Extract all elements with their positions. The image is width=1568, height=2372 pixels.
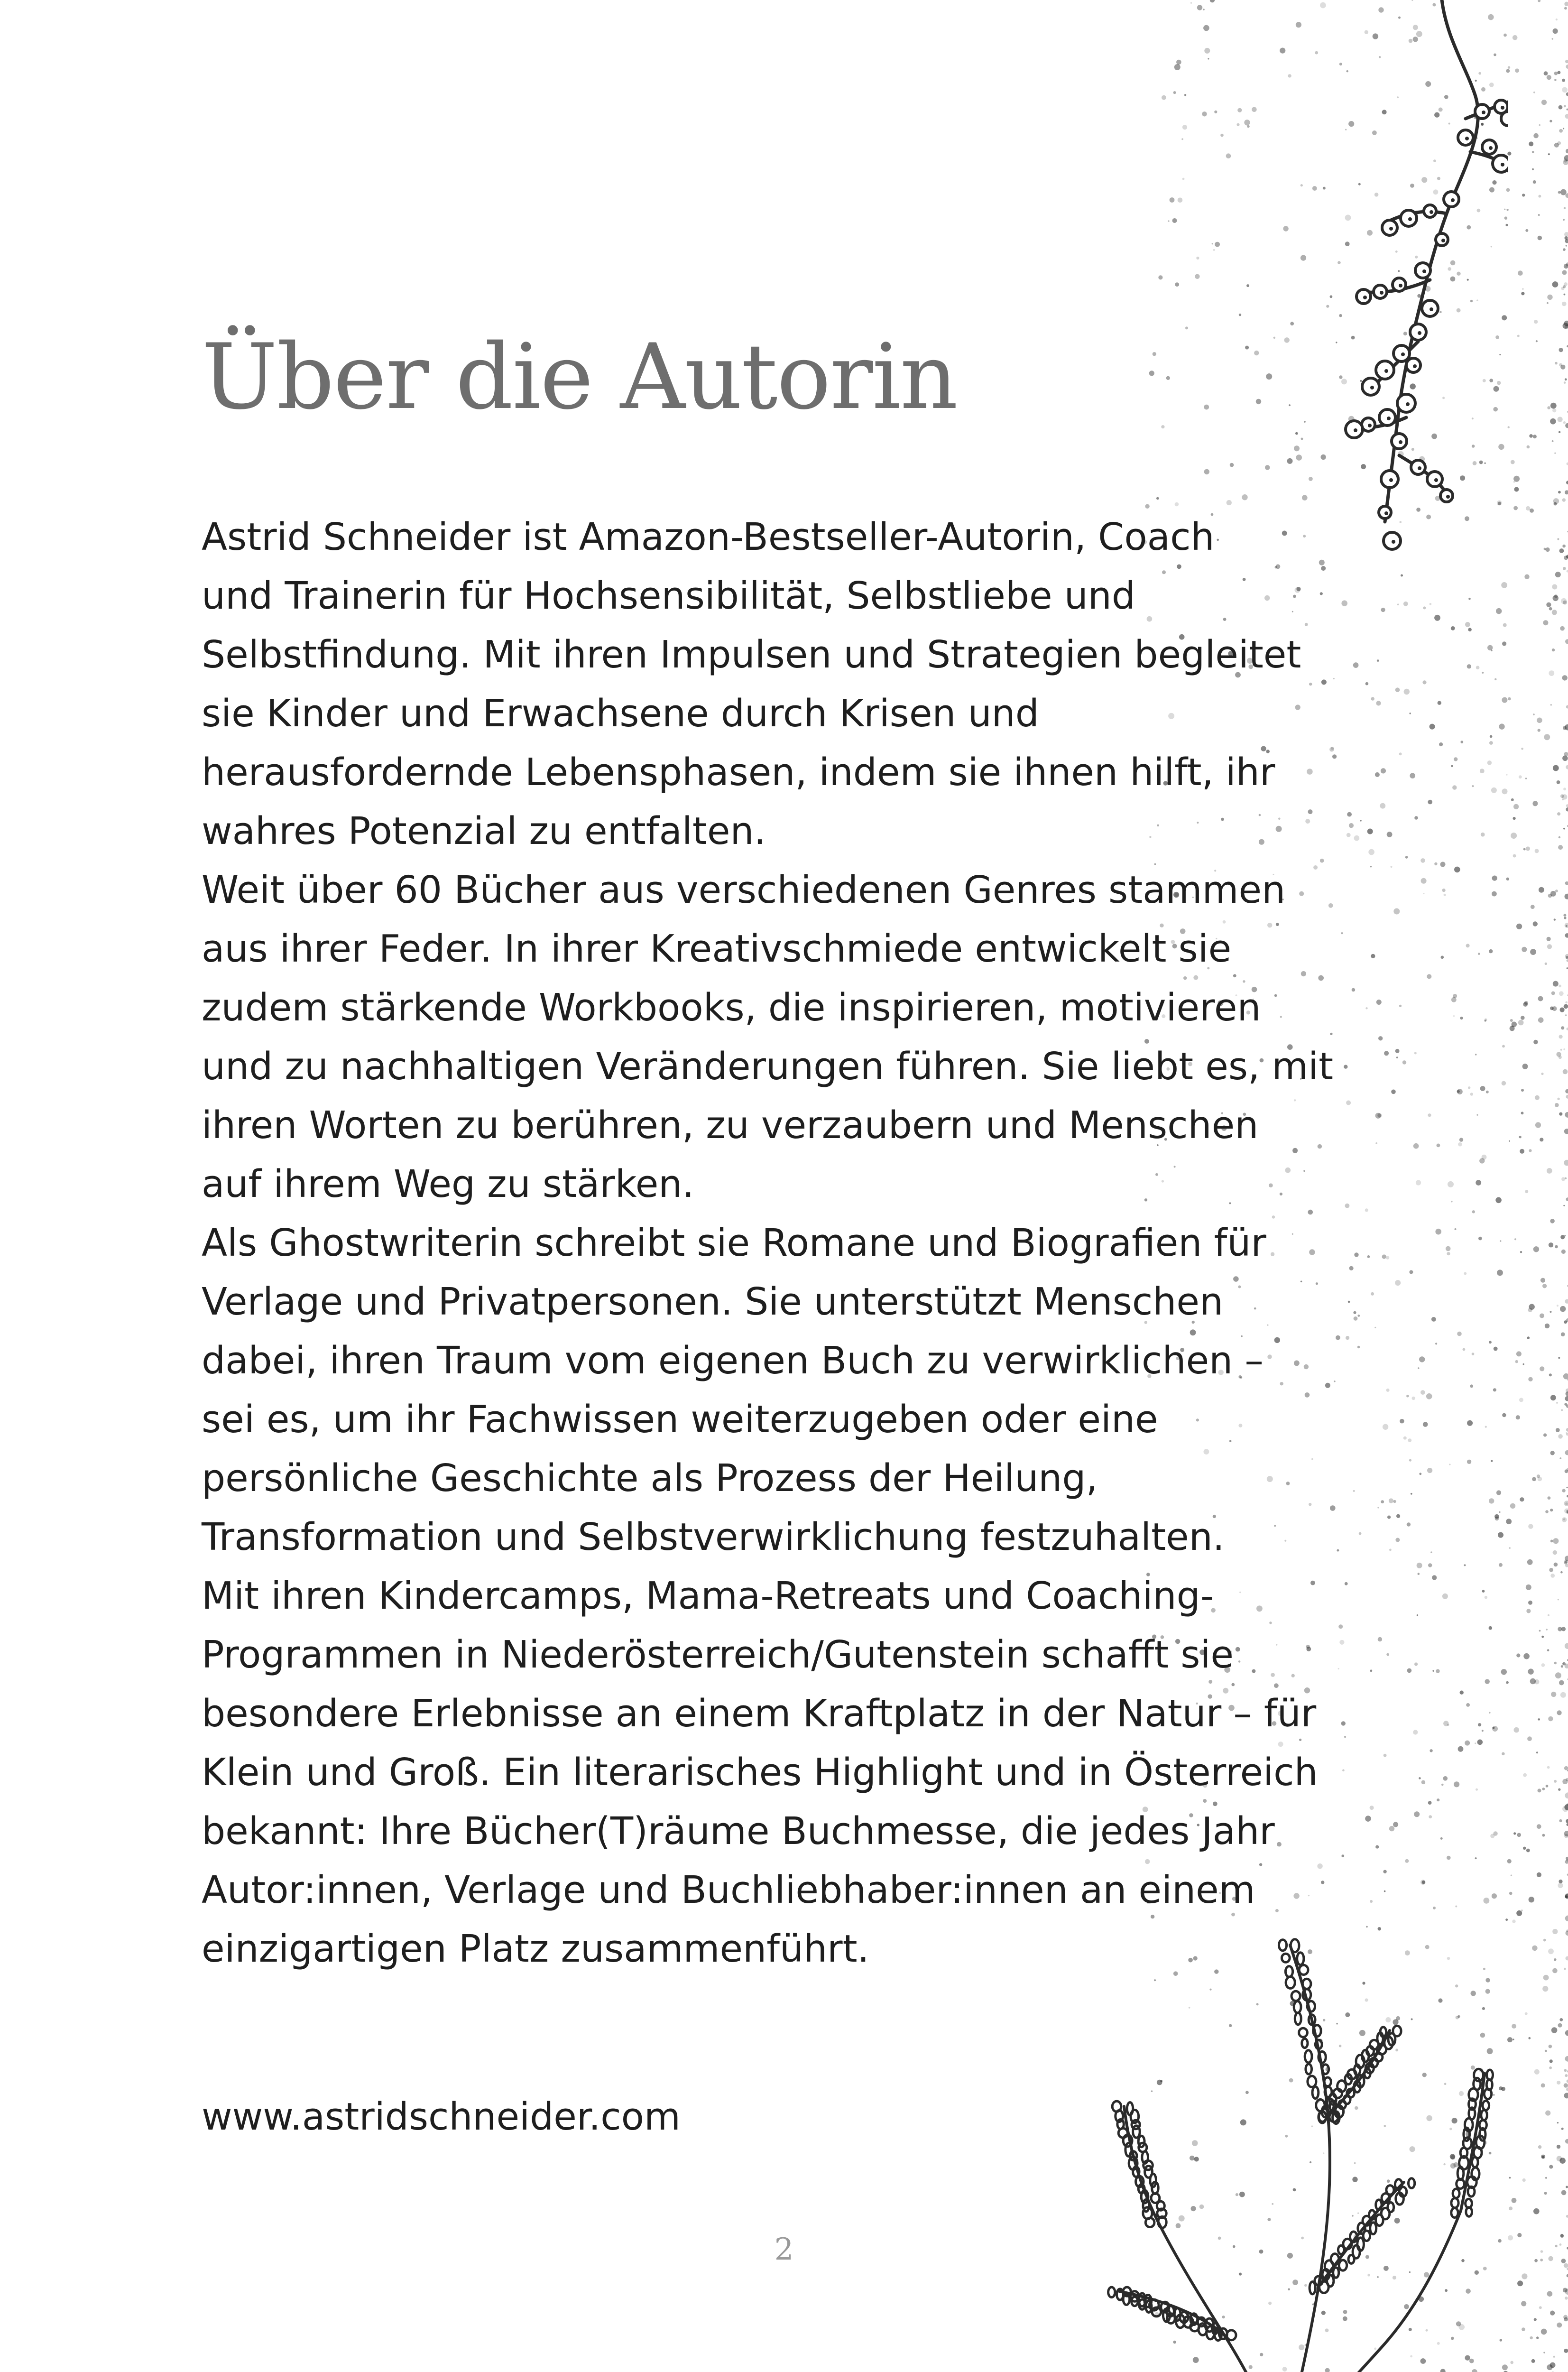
bio-line: und Trainerin für Hochsensibilität, Selbstliebe und [202,574,1136,618]
bio-line: aus ihrer Feder. In ihrer Kreativschmiede entwickelt sie [202,927,1232,971]
bio-line: Autor:innen, Verlage und Buchliebhaber:innen an einem [202,1868,1255,1912]
bio-line: und zu nachhaltigen Veränderungen führen. Sie liebt es, mit [202,1045,1334,1088]
bio-line: sei es, um ihr Fachwissen weiterzugeben oder eine [202,1398,1158,1441]
bio-line: Programmen in Niederösterreich/Gutenstein schafft sie [202,1633,1234,1677]
author-biography [202,508,1397,1978]
bio-line: ihren Worten zu berühren, zu verzaubern und Menschen [202,1103,1259,1147]
page-title: Über die Autorin [202,324,957,429]
bio-line: wahres Potenzial zu entfalten. [202,809,766,853]
berry-branch-illustration [1243,0,1508,584]
author-website: www.astridschneider.com [202,2095,681,2139]
bio-line: bekannt: Ihre Bücher(T)räume Buchmesse, die jedes Jahr [202,1809,1275,1853]
heather-sprigs-illustration [1043,1917,1518,2372]
bio-line: auf ihrem Weg zu stärken. [202,1162,694,1206]
bio-line: Weit über 60 Bücher aus verschiedenen Genres stammen [202,868,1286,912]
bio-line: Selbstfindung. Mit ihren Impulsen und Strategien begleitet [202,633,1301,676]
bio-line: sie Kinder und Erwachsene durch Krisen und [202,692,1039,735]
bio-line: einzigartigen Platz zusammenführt. [202,1927,869,1971]
bio-line: Klein und Groß. Ein literarisches Highlight und in Österreich [202,1751,1318,1794]
bio-line: Mit ihren Kindercamps, Mama-Retreats und Coaching- [202,1574,1214,1618]
bio-line: zudem stärkende Workbooks, die inspirieren, motivieren [202,986,1261,1029]
page-number: 2 [774,2232,794,2267]
bio-line: Als Ghostwriterin schreibt sie Romane und Biografien für [202,1221,1266,1265]
bio-line: Verlage und Privatpersonen. Sie unterstützt Menschen [202,1280,1224,1324]
bio-line: Transformation und Selbstverwirklichung festzuhalten. [202,1515,1225,1559]
bio-line: dabei, ihren Traum vom eigenen Buch zu verwirklichen – [202,1339,1264,1382]
bio-line: Astrid Schneider ist Amazon-Bestseller-Autorin, Coach [202,515,1215,559]
bio-line: besondere Erlebnisse an einem Kraftplatz in der Natur – für [202,1692,1317,1735]
bio-line: herausfordernde Lebensphasen, indem sie ihnen hilft, ihr [202,751,1275,794]
bio-line: persönliche Geschichte als Prozess der Heilung, [202,1456,1098,1500]
